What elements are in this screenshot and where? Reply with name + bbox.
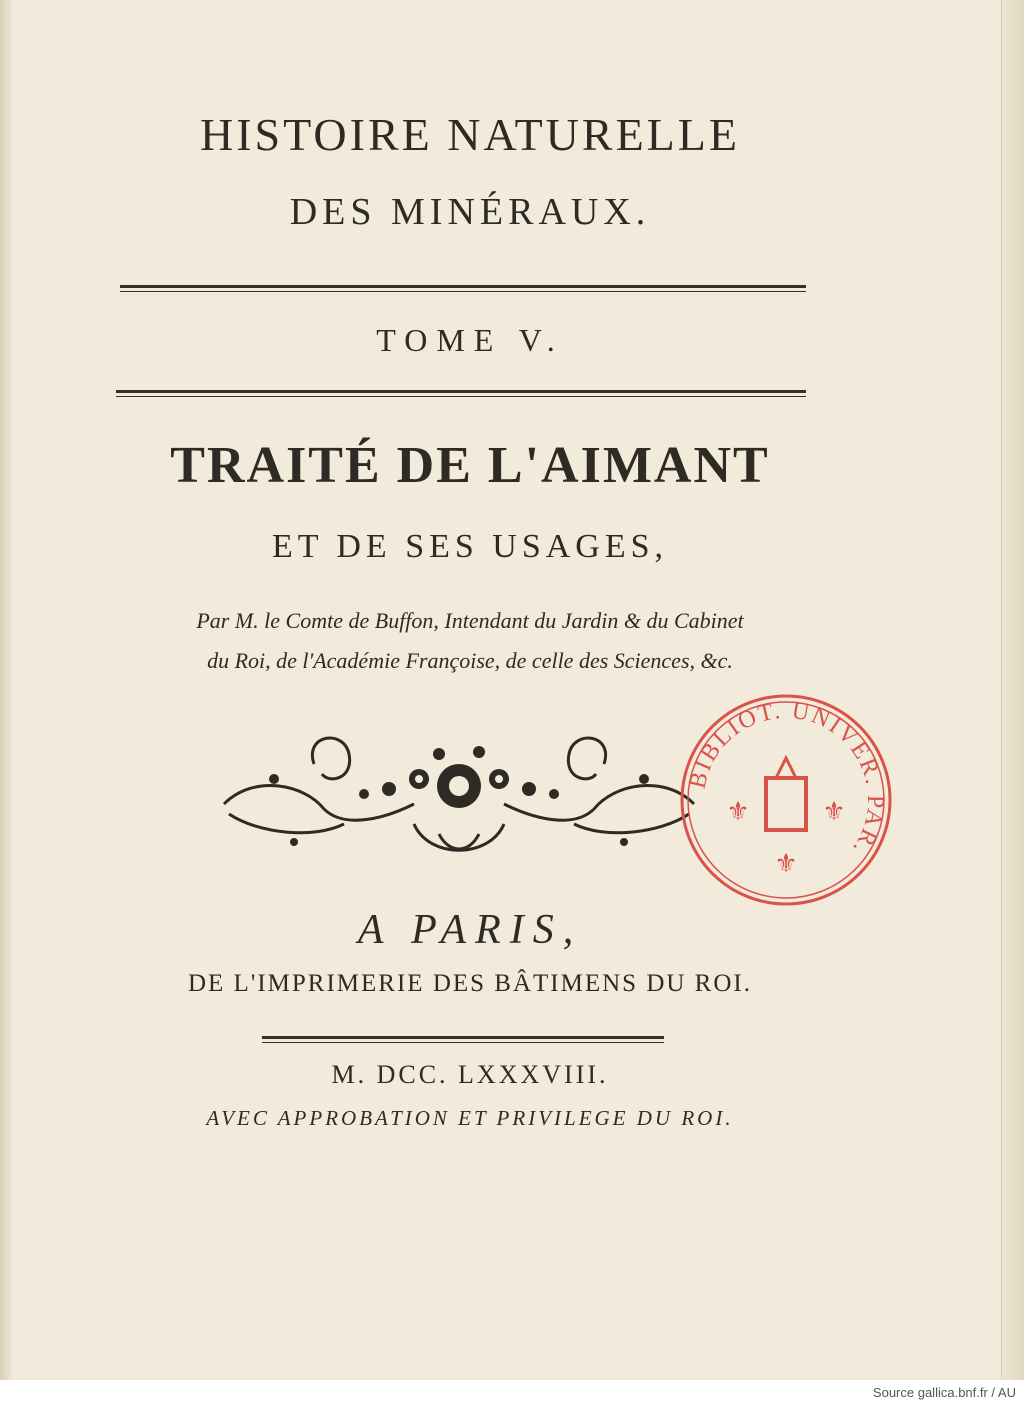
library-stamp-icon <box>676 690 896 910</box>
stamp-text: BIBLIOT. UNIVER. PAR. <box>684 697 889 862</box>
imprint-place: A PARIS, <box>357 907 583 953</box>
title-line-2: DES MINÉRAUX. <box>289 191 651 233</box>
title-line-1: HISTOIRE NATURELLE <box>200 109 740 160</box>
subtitle-line-1: TRAITÉ DE L'AIMANT <box>170 437 770 494</box>
page-gutter <box>0 0 12 1380</box>
imprint-approbation: AVEC APPROBATION ET PRIVILEGE DU ROI. <box>206 1106 734 1130</box>
double-rule-bottom <box>262 1036 664 1043</box>
volume-label: TOME V. <box>376 322 564 358</box>
author-line-1: Par M. le Comte de Buffon, Intendant du Jardin & du Cabinet <box>196 608 744 633</box>
page-edge <box>1001 0 1024 1380</box>
subtitle-line-2: ET DE SES USAGES, <box>271 528 669 565</box>
svg-text:⚜: ⚜ <box>822 797 846 827</box>
svg-text:⚜: ⚜ <box>726 797 750 827</box>
imprint-year: M. DCC. LXXXVIII. <box>331 1060 609 1089</box>
double-rule-top <box>120 285 806 292</box>
author-line-2: du Roi, de l'Académie Françoise, de celle des Sciences, &c. <box>207 648 733 673</box>
source-credit: Source gallica.bnf.fr / AU <box>872 1385 1016 1400</box>
imprint-printer: DE L'IMPRIMERIE DES BÂTIMENS DU ROI. <box>187 970 752 997</box>
floral-ornament-icon <box>214 724 704 874</box>
svg-text:⚜: ⚜ <box>774 849 798 879</box>
double-rule-middle <box>116 390 806 397</box>
